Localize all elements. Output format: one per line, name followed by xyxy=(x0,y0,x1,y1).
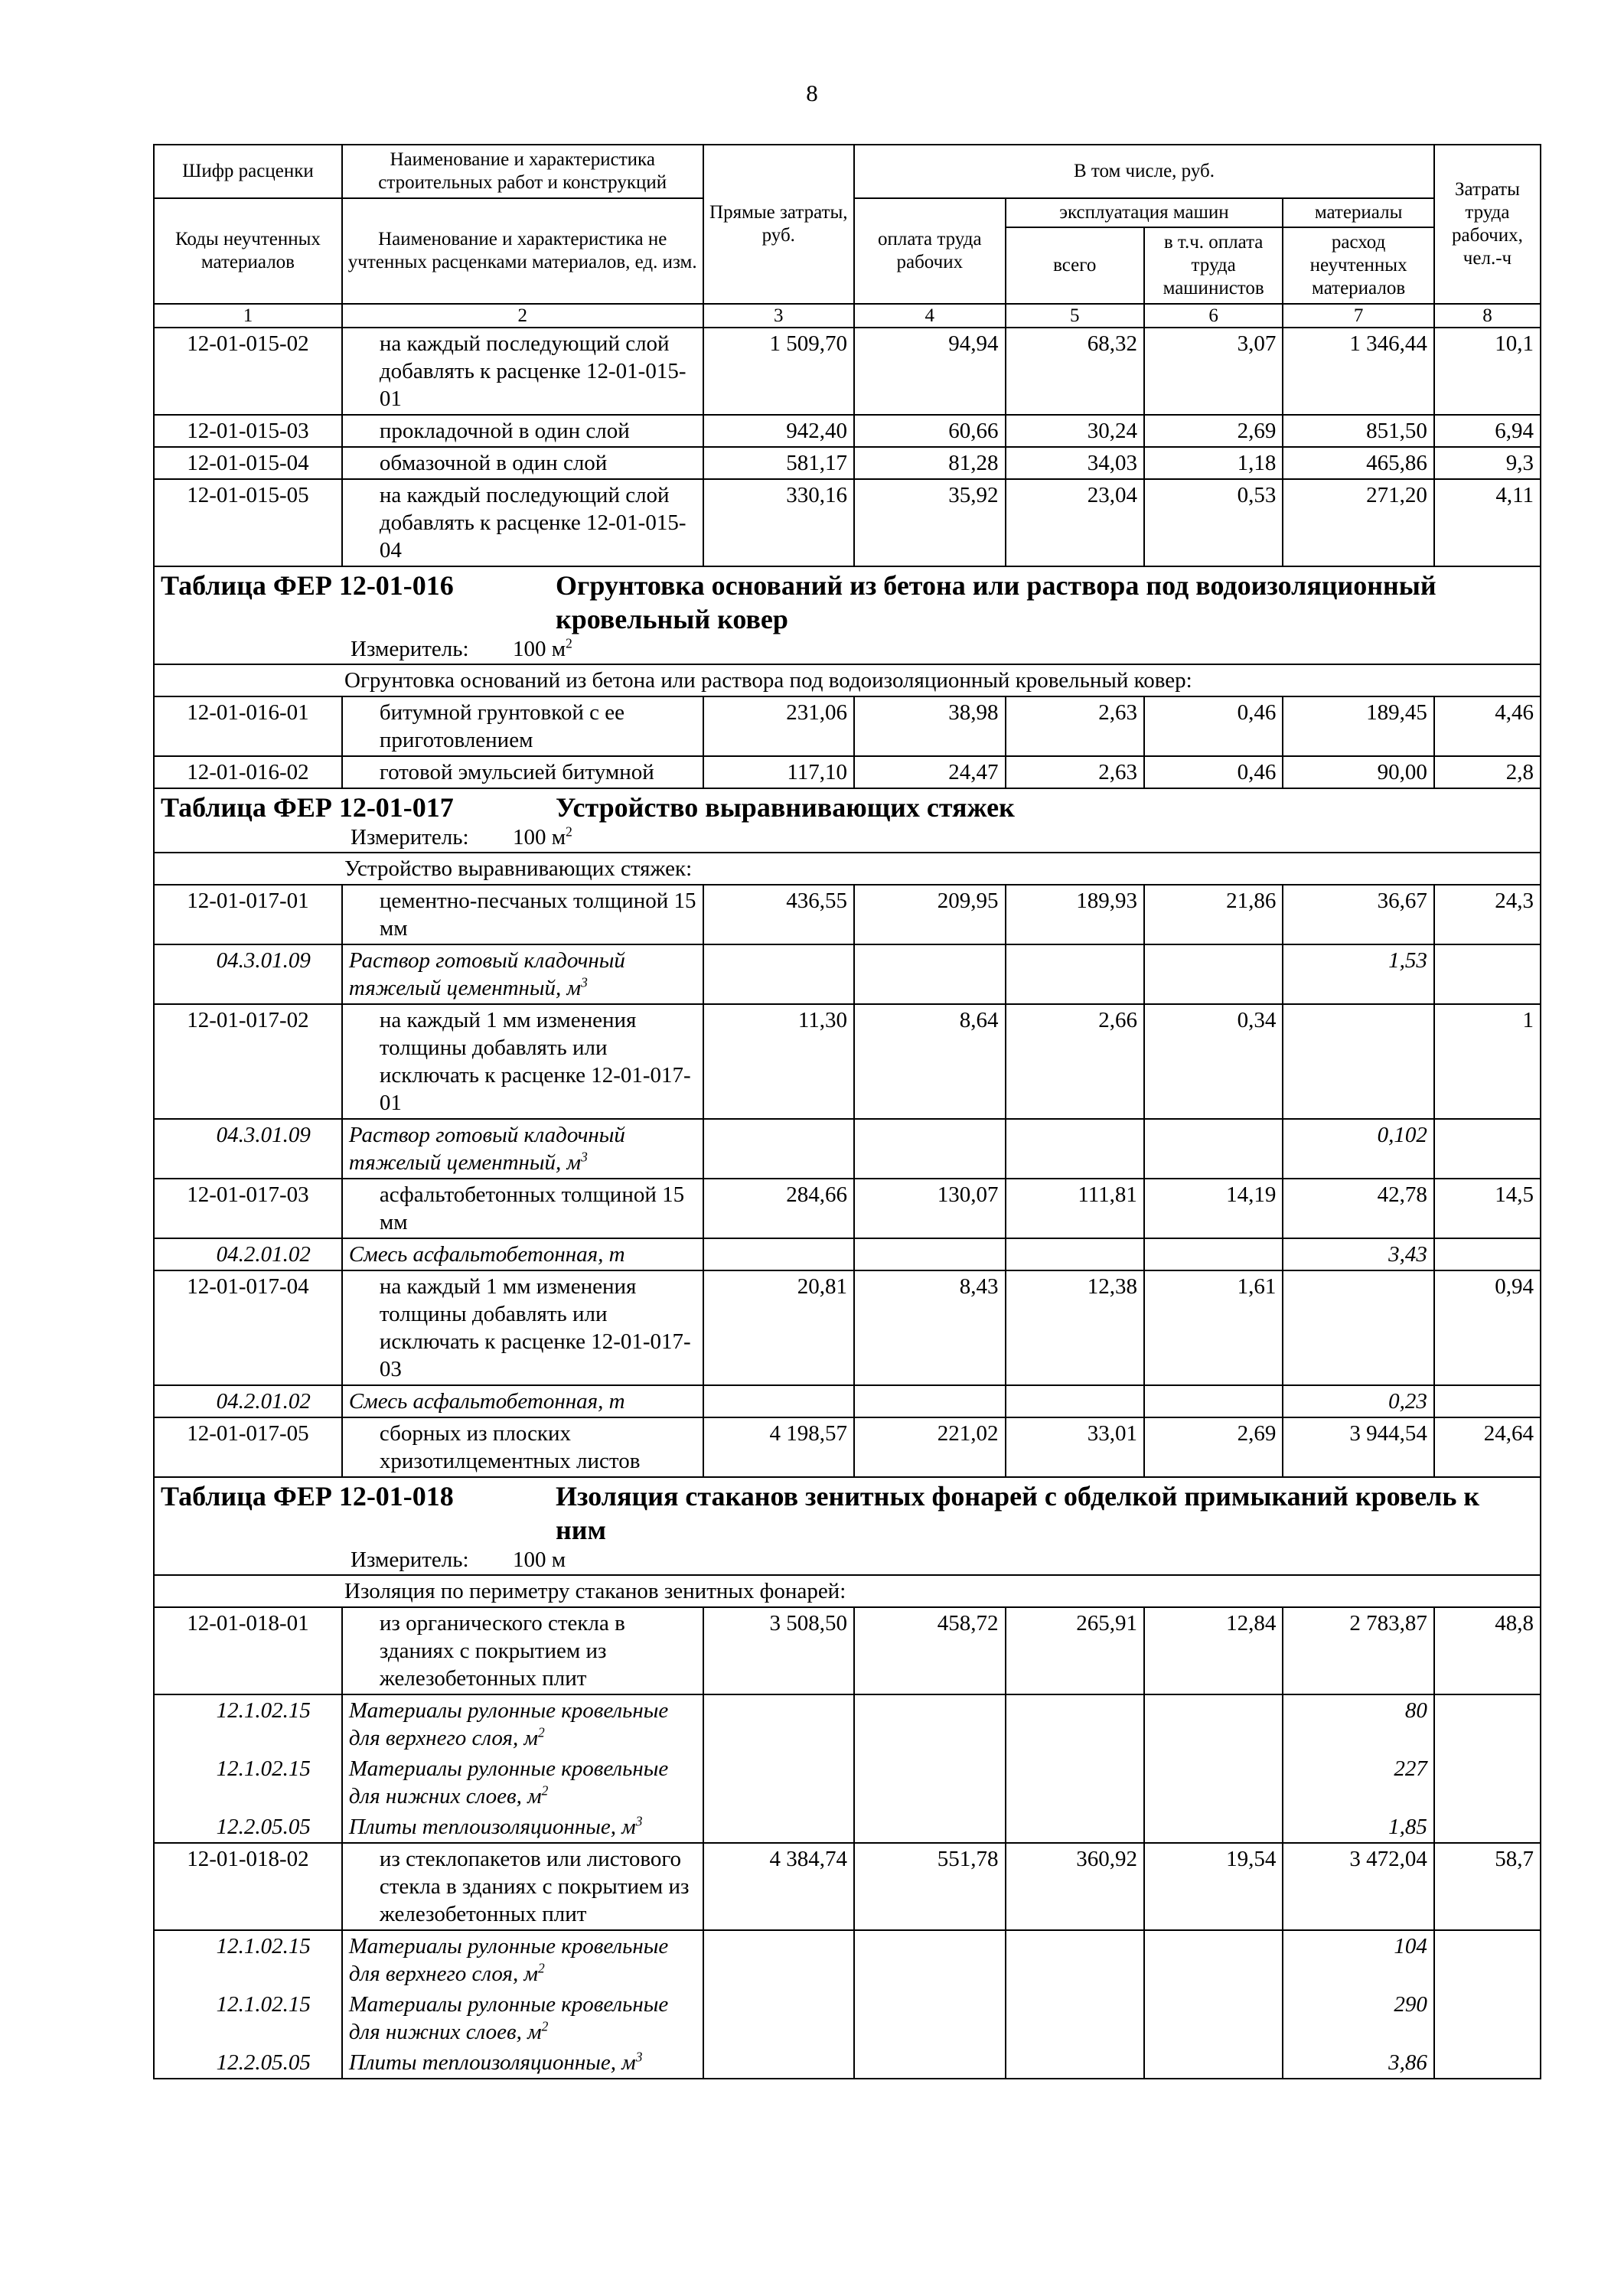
material-code: 12.1.02.15 xyxy=(154,1753,342,1812)
value-c3: 11,30 xyxy=(703,1004,855,1119)
empty-cell xyxy=(1434,1385,1541,1417)
column-number-3: 3 xyxy=(703,304,855,328)
table-heading-row xyxy=(154,1477,1541,1575)
price-table xyxy=(153,144,1541,2079)
value-c4: 551,78 xyxy=(854,1843,1006,1930)
material-row xyxy=(154,1694,1541,1753)
empty-cell xyxy=(854,1119,1006,1179)
value-c8: 4,11 xyxy=(1434,479,1541,566)
value-c3: 117,10 xyxy=(703,756,855,788)
value-c4: 35,92 xyxy=(854,479,1006,566)
value-c6: 2,69 xyxy=(1144,415,1283,447)
table-heading-row xyxy=(154,566,1541,664)
value-c4: 8,64 xyxy=(854,1004,1006,1119)
table-row xyxy=(154,328,1541,415)
empty-cell xyxy=(854,1238,1006,1270)
table-header xyxy=(154,145,1541,328)
value-c5: 189,93 xyxy=(1006,885,1144,944)
header-machines-total: всего xyxy=(1006,227,1144,304)
empty-cell xyxy=(703,1385,855,1417)
work-name: готовой эмульсией битумной xyxy=(342,756,703,788)
header-materials: материалы xyxy=(1283,198,1434,227)
empty-cell xyxy=(1006,1694,1144,1753)
value-c6: 3,07 xyxy=(1144,328,1283,415)
table-row xyxy=(154,1179,1541,1238)
header-labor-pay: оплата труда рабочих xyxy=(854,198,1006,304)
empty-cell xyxy=(703,1694,855,1753)
work-name: на каждый 1 мм изменения толщины добавлять или исключать к расценке 12-01-017-01 xyxy=(342,1004,703,1119)
material-code: 12.1.02.15 xyxy=(154,1989,342,2047)
value-c8: 14,5 xyxy=(1434,1179,1541,1238)
column-number-7: 7 xyxy=(1283,304,1434,328)
work-name: на каждый последующий слой добавлять к расценке 12-01-015-01 xyxy=(342,328,703,415)
value-c6: 0,46 xyxy=(1144,696,1283,756)
material-unit-power: 2 xyxy=(541,1782,549,1799)
work-name: на каждый последующий слой добавлять к расценке 12-01-015-04 xyxy=(342,479,703,566)
measure-label: Измеритель: xyxy=(351,825,469,850)
table-row xyxy=(154,1843,1541,1930)
measure-value: 100 м xyxy=(513,1548,566,1572)
table-row xyxy=(154,1417,1541,1477)
empty-cell xyxy=(854,1753,1006,1812)
material-name: Плиты теплоизоляционные, $м^3$ xyxy=(342,2047,703,2079)
empty-cell xyxy=(1144,1930,1283,1989)
column-number-2: 2 xyxy=(342,304,703,328)
empty-cell xyxy=(703,1753,855,1812)
value-c8: 24,3 xyxy=(1434,885,1541,944)
value-c5: 2,63 xyxy=(1006,696,1144,756)
table-heading xyxy=(154,788,1541,853)
header-direct-costs: Прямые затраты, руб. xyxy=(703,145,855,304)
header-name: Наименование и характеристика строительных работ и конструкций xyxy=(342,145,703,198)
empty-cell xyxy=(1006,1119,1144,1179)
empty-cell xyxy=(1144,1238,1283,1270)
value-c6: 0,34 xyxy=(1144,1004,1283,1119)
rate-code: 12-01-018-02 xyxy=(154,1843,342,1930)
material-row xyxy=(154,1238,1541,1270)
value-c7: 36,67 xyxy=(1283,885,1434,944)
value-c6: 14,19 xyxy=(1144,1179,1283,1238)
measure-unit xyxy=(161,636,1534,662)
empty-cell xyxy=(1144,2047,1283,2079)
value-c5: 111,81 xyxy=(1006,1179,1144,1238)
table-body xyxy=(154,328,1541,2079)
material-code: 12.2.05.05 xyxy=(154,1812,342,1843)
material-unit-power: 2 xyxy=(538,1724,545,1740)
empty-cell xyxy=(854,2047,1006,2079)
value-c7: 1 346,44 xyxy=(1283,328,1434,415)
empty-cell xyxy=(1434,1694,1541,1753)
measure-power: 2 xyxy=(566,635,572,651)
value-c4: 81,28 xyxy=(854,447,1006,479)
section-title: Огрунтовка оснований из бетона или раствора под водоизоляционный кровельный ковер: xyxy=(154,664,1541,696)
value-c3: 284,66 xyxy=(703,1179,855,1238)
column-number-6: 6 xyxy=(1144,304,1283,328)
value-c3: 3 508,50 xyxy=(703,1607,855,1694)
value-c8: 2,8 xyxy=(1434,756,1541,788)
value-c6: 21,86 xyxy=(1144,885,1283,944)
value-c8: 0,94 xyxy=(1434,1270,1541,1385)
table-title xyxy=(161,569,1534,636)
material-code: 04.3.01.09 xyxy=(154,944,342,1004)
rate-code: 12-01-015-05 xyxy=(154,479,342,566)
rate-code: 12-01-016-01 xyxy=(154,696,342,756)
material-quantity: 3,43 xyxy=(1283,1238,1434,1270)
empty-cell xyxy=(1434,1989,1541,2047)
value-c6: 1,18 xyxy=(1144,447,1283,479)
empty-cell xyxy=(854,1989,1006,2047)
section-row xyxy=(154,664,1541,696)
value-c6: 2,69 xyxy=(1144,1417,1283,1477)
work-name: прокладочной в один слой xyxy=(342,415,703,447)
header-codes-unaccounted: Коды неучтенных материалов xyxy=(154,198,342,304)
material-quantity: 1,53 xyxy=(1283,944,1434,1004)
header-materials-unaccounted: расход неучтенных материалов xyxy=(1283,227,1434,304)
empty-cell xyxy=(703,1989,855,2047)
value-c3: 4 384,74 xyxy=(703,1843,855,1930)
value-c3: 436,55 xyxy=(703,885,855,944)
empty-cell xyxy=(703,944,855,1004)
empty-cell xyxy=(1434,1930,1541,1989)
material-code: 04.2.01.02 xyxy=(154,1238,342,1270)
value-c4: 94,94 xyxy=(854,328,1006,415)
material-row xyxy=(154,1385,1541,1417)
empty-cell xyxy=(1144,1812,1283,1843)
material-unit-power: 2 xyxy=(538,1960,545,1976)
measure-unit xyxy=(161,1547,1534,1573)
value-c6: 19,54 xyxy=(1144,1843,1283,1930)
material-unit-power: 2 xyxy=(541,2018,549,2034)
material-quantity: 1,85 xyxy=(1283,1812,1434,1843)
section-title: Устройство выравнивающих стяжек: xyxy=(154,853,1541,885)
material-unit-power: 3 xyxy=(581,1149,588,1165)
empty-cell xyxy=(1006,1385,1144,1417)
empty-cell xyxy=(1006,1812,1144,1843)
empty-cell xyxy=(1434,2047,1541,2079)
value-c8: 58,7 xyxy=(1434,1843,1541,1930)
empty-cell xyxy=(1006,944,1144,1004)
rate-code: 12-01-017-02 xyxy=(154,1004,342,1119)
value-c3: 942,40 xyxy=(703,415,855,447)
material-quantity: 0,23 xyxy=(1283,1385,1434,1417)
empty-cell xyxy=(1434,944,1541,1004)
material-unit-power: 3 xyxy=(581,974,588,990)
work-name: цементно-песчаных толщиной 15 мм xyxy=(342,885,703,944)
material-row xyxy=(154,944,1541,1004)
value-c5: 360,92 xyxy=(1006,1843,1144,1930)
rate-code: 12-01-017-01 xyxy=(154,885,342,944)
value-c4: 38,98 xyxy=(854,696,1006,756)
table-title xyxy=(161,791,1534,824)
work-name: обмазочной в один слой xyxy=(342,447,703,479)
table-label: Таблица ФЕР 12-01-016 xyxy=(161,570,454,601)
material-row xyxy=(154,1930,1541,1989)
material-quantity: 227 xyxy=(1283,1753,1434,1812)
value-c7: 189,45 xyxy=(1283,696,1434,756)
value-c5: 2,63 xyxy=(1006,756,1144,788)
material-name: Раствор готовый кладочный тяжелый цементный, $м^3$ xyxy=(342,1119,703,1179)
rate-code: 12-01-016-02 xyxy=(154,756,342,788)
empty-cell xyxy=(703,1930,855,1989)
measure-power: 2 xyxy=(566,823,572,840)
material-row xyxy=(154,1812,1541,1843)
value-c6: 0,53 xyxy=(1144,479,1283,566)
table-row xyxy=(154,415,1541,447)
value-c8: 1 xyxy=(1434,1004,1541,1119)
work-name: на каждый 1 мм изменения толщины добавлять или исключать к расценке 12-01-017-03 xyxy=(342,1270,703,1385)
value-c7: 42,78 xyxy=(1283,1179,1434,1238)
section-title: Изоляция по периметру стаканов зенитных фонарей: xyxy=(154,1575,1541,1607)
material-code: 04.3.01.09 xyxy=(154,1119,342,1179)
material-quantity: 80 xyxy=(1283,1694,1434,1753)
material-name: Смесь асфальтобетонная, т xyxy=(342,1238,703,1270)
work-name: из стеклопакетов или листового стекла в зданиях с покрытием из железобетонных плит xyxy=(342,1843,703,1930)
table-name: Огрунтовка оснований из бетона или раствора под водоизоляционный кровельный ковер xyxy=(556,570,1436,634)
empty-cell xyxy=(1434,1812,1541,1843)
table-title xyxy=(161,1479,1534,1547)
value-c7 xyxy=(1283,1004,1434,1119)
empty-cell xyxy=(854,1930,1006,1989)
rate-code: 12-01-017-03 xyxy=(154,1179,342,1238)
table-heading xyxy=(154,566,1541,664)
value-c4: 458,72 xyxy=(854,1607,1006,1694)
table-label: Таблица ФЕР 12-01-017 xyxy=(161,792,454,823)
empty-cell xyxy=(1006,2047,1144,2079)
value-c6: 1,61 xyxy=(1144,1270,1283,1385)
material-quantity: 0,102 xyxy=(1283,1119,1434,1179)
work-name: из органического стекла в зданиях с покрытием из железобетонных плит xyxy=(342,1607,703,1694)
measure-value: 100 $м^2$ xyxy=(513,635,572,661)
material-row xyxy=(154,1989,1541,2047)
empty-cell xyxy=(1006,1238,1144,1270)
column-number-8: 8 xyxy=(1434,304,1541,328)
empty-cell xyxy=(703,1119,855,1179)
empty-cell xyxy=(1144,1119,1283,1179)
value-c7: 3 944,54 xyxy=(1283,1417,1434,1477)
value-c3: 1 509,70 xyxy=(703,328,855,415)
section-row xyxy=(154,1575,1541,1607)
empty-cell xyxy=(1006,1930,1144,1989)
material-row xyxy=(154,2047,1541,2079)
measure-label: Измеритель: xyxy=(351,637,469,661)
table-row xyxy=(154,696,1541,756)
work-name: асфальтобетонных толщиной 15 мм xyxy=(342,1179,703,1238)
value-c4: 221,02 xyxy=(854,1417,1006,1477)
header-machinists-pay: в т.ч. оплата труда машинистов xyxy=(1144,227,1283,304)
table-name: Устройство выравнивающих стяжек xyxy=(556,792,1015,823)
value-c7: 465,86 xyxy=(1283,447,1434,479)
value-c7 xyxy=(1283,1270,1434,1385)
value-c4: 130,07 xyxy=(854,1179,1006,1238)
table-label: Таблица ФЕР 12-01-018 xyxy=(161,1481,454,1512)
empty-cell xyxy=(1006,1753,1144,1812)
value-c6: 12,84 xyxy=(1144,1607,1283,1694)
table-row xyxy=(154,1270,1541,1385)
material-name: Смесь асфальтобетонная, т xyxy=(342,1385,703,1417)
material-name: Материалы рулонные кровельные для верхнего слоя, $м^2$ xyxy=(342,1930,703,1989)
value-c3: 231,06 xyxy=(703,696,855,756)
value-c7: 90,00 xyxy=(1283,756,1434,788)
column-number-5: 5 xyxy=(1006,304,1144,328)
empty-cell xyxy=(854,944,1006,1004)
material-quantity: 3,86 xyxy=(1283,2047,1434,2079)
work-name: битумной грунтовкой с ее приготовлением xyxy=(342,696,703,756)
value-c5: 30,24 xyxy=(1006,415,1144,447)
measure-label: Измеритель: xyxy=(351,1548,469,1572)
value-c8: 9,3 xyxy=(1434,447,1541,479)
value-c5: 68,32 xyxy=(1006,328,1144,415)
empty-cell xyxy=(854,1812,1006,1843)
work-name: сборных из плоских хризотилцементных листов xyxy=(342,1417,703,1477)
value-c5: 23,04 xyxy=(1006,479,1144,566)
empty-cell xyxy=(854,1385,1006,1417)
material-code: 12.1.02.15 xyxy=(154,1694,342,1753)
value-c8: 6,94 xyxy=(1434,415,1541,447)
value-c5: 33,01 xyxy=(1006,1417,1144,1477)
rate-code: 12-01-015-03 xyxy=(154,415,342,447)
rate-code: 12-01-017-04 xyxy=(154,1270,342,1385)
page-number: 8 xyxy=(806,80,818,106)
material-name: Материалы рулонные кровельные для нижних слоев, $м^2$ xyxy=(342,1989,703,2047)
rate-code: 12-01-015-02 xyxy=(154,328,342,415)
value-c4: 60,66 xyxy=(854,415,1006,447)
material-name: Плиты теплоизоляционные, $м^3$ xyxy=(342,1812,703,1843)
rate-code: 12-01-018-01 xyxy=(154,1607,342,1694)
material-name: Раствор готовый кладочный тяжелый цементный, $м^3$ xyxy=(342,944,703,1004)
value-c7: 271,20 xyxy=(1283,479,1434,566)
material-row xyxy=(154,1753,1541,1812)
material-unit-power: 3 xyxy=(635,2049,643,2065)
empty-cell xyxy=(1144,1694,1283,1753)
value-c7: 3 472,04 xyxy=(1283,1843,1434,1930)
value-c5: 2,66 xyxy=(1006,1004,1144,1119)
section-row xyxy=(154,853,1541,885)
empty-cell xyxy=(703,1812,855,1843)
value-c4: 8,43 xyxy=(854,1270,1006,1385)
header-labor-costs: Затраты труда рабочих, чел.-ч xyxy=(1434,145,1541,304)
column-number-1: 1 xyxy=(154,304,342,328)
value-c7: 851,50 xyxy=(1283,415,1434,447)
empty-cell xyxy=(1434,1753,1541,1812)
table-row xyxy=(154,885,1541,944)
value-c4: 24,47 xyxy=(854,756,1006,788)
value-c4: 209,95 xyxy=(854,885,1006,944)
material-name: Материалы рулонные кровельные для верхнего слоя, $м^2$ xyxy=(342,1694,703,1753)
table-row xyxy=(154,756,1541,788)
column-number-4: 4 xyxy=(854,304,1006,328)
empty-cell xyxy=(1434,1119,1541,1179)
value-c3: 4 198,57 xyxy=(703,1417,855,1477)
material-quantity: 290 xyxy=(1283,1989,1434,2047)
value-c5: 265,91 xyxy=(1006,1607,1144,1694)
empty-cell xyxy=(1144,1989,1283,2047)
value-c6: 0,46 xyxy=(1144,756,1283,788)
table-row xyxy=(154,1607,1541,1694)
table-row xyxy=(154,479,1541,566)
value-c7: 2 783,87 xyxy=(1283,1607,1434,1694)
value-c3: 20,81 xyxy=(703,1270,855,1385)
empty-cell xyxy=(854,1694,1006,1753)
empty-cell xyxy=(1434,1238,1541,1270)
material-code: 12.1.02.15 xyxy=(154,1930,342,1989)
empty-cell xyxy=(703,2047,855,2079)
value-c3: 330,16 xyxy=(703,479,855,566)
value-c5: 34,03 xyxy=(1006,447,1144,479)
table-heading xyxy=(154,1477,1541,1575)
material-unit-power: 3 xyxy=(635,1813,643,1829)
table-row xyxy=(154,1004,1541,1119)
table-heading-row xyxy=(154,788,1541,853)
table-name: Изоляция стаканов зенитных фонарей с обделкой примыканий кровель к ним xyxy=(556,1481,1480,1545)
rate-code: 12-01-015-04 xyxy=(154,447,342,479)
header-code: Шифр расценки xyxy=(154,145,342,198)
header-name-unaccounted: Наименование и характеристика не учтенных расценками материалов, ед. изм. xyxy=(342,198,703,304)
material-name: Материалы рулонные кровельные для нижних слоев, $м^2$ xyxy=(342,1753,703,1812)
header-including: В том числе, руб. xyxy=(854,145,1434,198)
value-c8: 48,8 xyxy=(1434,1607,1541,1694)
value-c5: 12,38 xyxy=(1006,1270,1144,1385)
material-code: 04.2.01.02 xyxy=(154,1385,342,1417)
rate-code: 12-01-017-05 xyxy=(154,1417,342,1477)
measure-value: 100 $м^2$ xyxy=(513,823,572,850)
table-row xyxy=(154,447,1541,479)
measure-unit xyxy=(161,824,1534,850)
material-row xyxy=(154,1119,1541,1179)
column-numbers-row xyxy=(154,304,1541,328)
value-c8: 4,46 xyxy=(1434,696,1541,756)
empty-cell xyxy=(1006,1989,1144,2047)
header-machines: эксплуатация машин xyxy=(1006,198,1283,227)
empty-cell xyxy=(703,1238,855,1270)
material-quantity: 104 xyxy=(1283,1930,1434,1989)
material-code: 12.2.05.05 xyxy=(154,2047,342,2079)
empty-cell xyxy=(1144,1753,1283,1812)
empty-cell xyxy=(1144,944,1283,1004)
value-c8: 24,64 xyxy=(1434,1417,1541,1477)
value-c3: 581,17 xyxy=(703,447,855,479)
value-c8: 10,1 xyxy=(1434,328,1541,415)
empty-cell xyxy=(1144,1385,1283,1417)
